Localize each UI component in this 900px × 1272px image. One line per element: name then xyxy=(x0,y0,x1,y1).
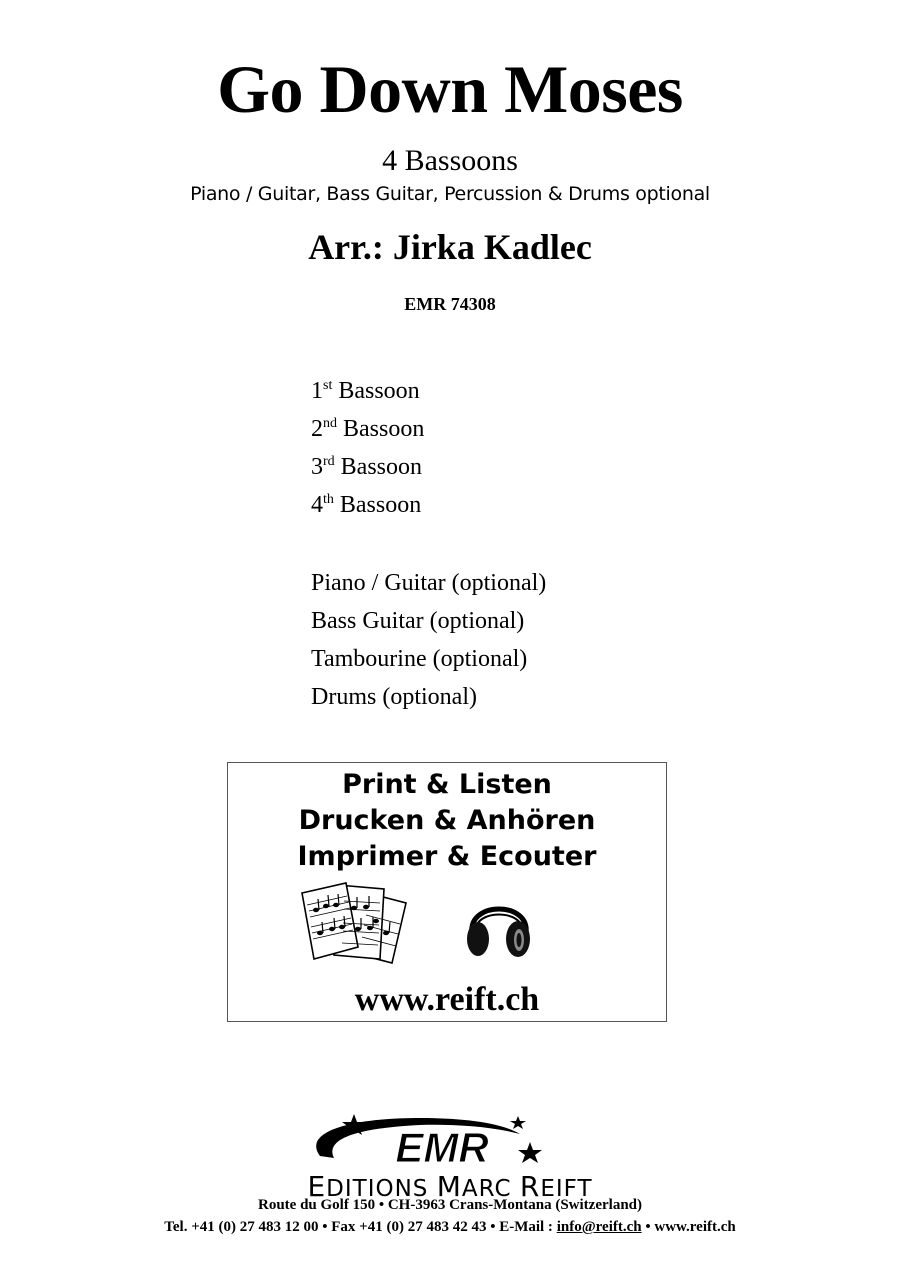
company-initial-e: E xyxy=(307,1170,327,1203)
instrumentation: 4 Bassoons xyxy=(382,144,518,177)
publisher-address: Route du Golf 150 • CH-3963 Crans-Montana (Switzerland) xyxy=(258,1197,642,1213)
website-link[interactable]: www.reift.ch xyxy=(354,981,540,1018)
sheet-music-icon xyxy=(300,881,412,967)
part-ordinal: nd xyxy=(323,416,337,431)
part-ordinal: th xyxy=(323,492,334,507)
company-text-marc: ARC xyxy=(461,1176,520,1202)
headphones-icon xyxy=(464,887,534,961)
part-item xyxy=(311,448,424,486)
part-name: Bassoon xyxy=(339,492,422,518)
part-name: Bassoon xyxy=(343,416,425,442)
contact-phone-fax: Tel. +41 (0) 27 483 12 00 • Fax +41 (0) 27 483 42 43 • E-Mail : xyxy=(164,1219,557,1235)
emr-logo xyxy=(310,1112,550,1170)
part-number: 1 xyxy=(311,378,323,404)
optional-part-item: Bass Guitar (optional) xyxy=(311,608,525,634)
promo-line-french: Imprimer & Ecouter xyxy=(297,841,597,872)
part-number: 4 xyxy=(311,492,323,518)
contact-website[interactable]: • www.reift.ch xyxy=(641,1219,736,1235)
part-number: 2 xyxy=(311,416,323,442)
arranger: Arr.: Jirka Kadlec xyxy=(308,227,592,267)
print-listen-box xyxy=(227,762,667,1022)
company-initial-r: R xyxy=(519,1170,541,1203)
optional-part-item: Piano / Guitar (optional) xyxy=(311,570,547,596)
email-link[interactable]: info@reift.ch xyxy=(556,1219,642,1235)
part-number: 3 xyxy=(311,454,323,480)
part-item xyxy=(311,372,424,410)
optional-parts-list xyxy=(311,564,546,716)
part-item xyxy=(311,486,424,524)
optional-part-item: Tambourine (optional) xyxy=(311,646,528,672)
parts-list xyxy=(311,372,424,524)
publisher-contact xyxy=(0,1219,900,1236)
part-ordinal: rd xyxy=(323,454,335,469)
score-title: Go Down Moses xyxy=(217,51,683,127)
optional-part-item: Drums (optional) xyxy=(311,684,477,710)
part-name: Bassoon xyxy=(340,454,423,480)
promo-line-english: Print & Listen xyxy=(342,769,552,800)
part-item xyxy=(311,410,424,448)
company-text-reift: EIFT xyxy=(540,1176,593,1202)
part-name: Bassoon xyxy=(338,378,420,404)
company-initial-m: M xyxy=(436,1170,462,1203)
catalog-number: EMR 74308 xyxy=(404,294,496,314)
promo-line-german: Drucken & Anhören xyxy=(298,805,596,836)
optional-instruments-line: Piano / Guitar, Bass Guitar, Percussion & Drums optional xyxy=(190,183,710,205)
logo-text: EMR xyxy=(395,1124,489,1170)
company-text-editions: DITIONS xyxy=(326,1176,437,1202)
part-ordinal: st xyxy=(323,378,333,393)
